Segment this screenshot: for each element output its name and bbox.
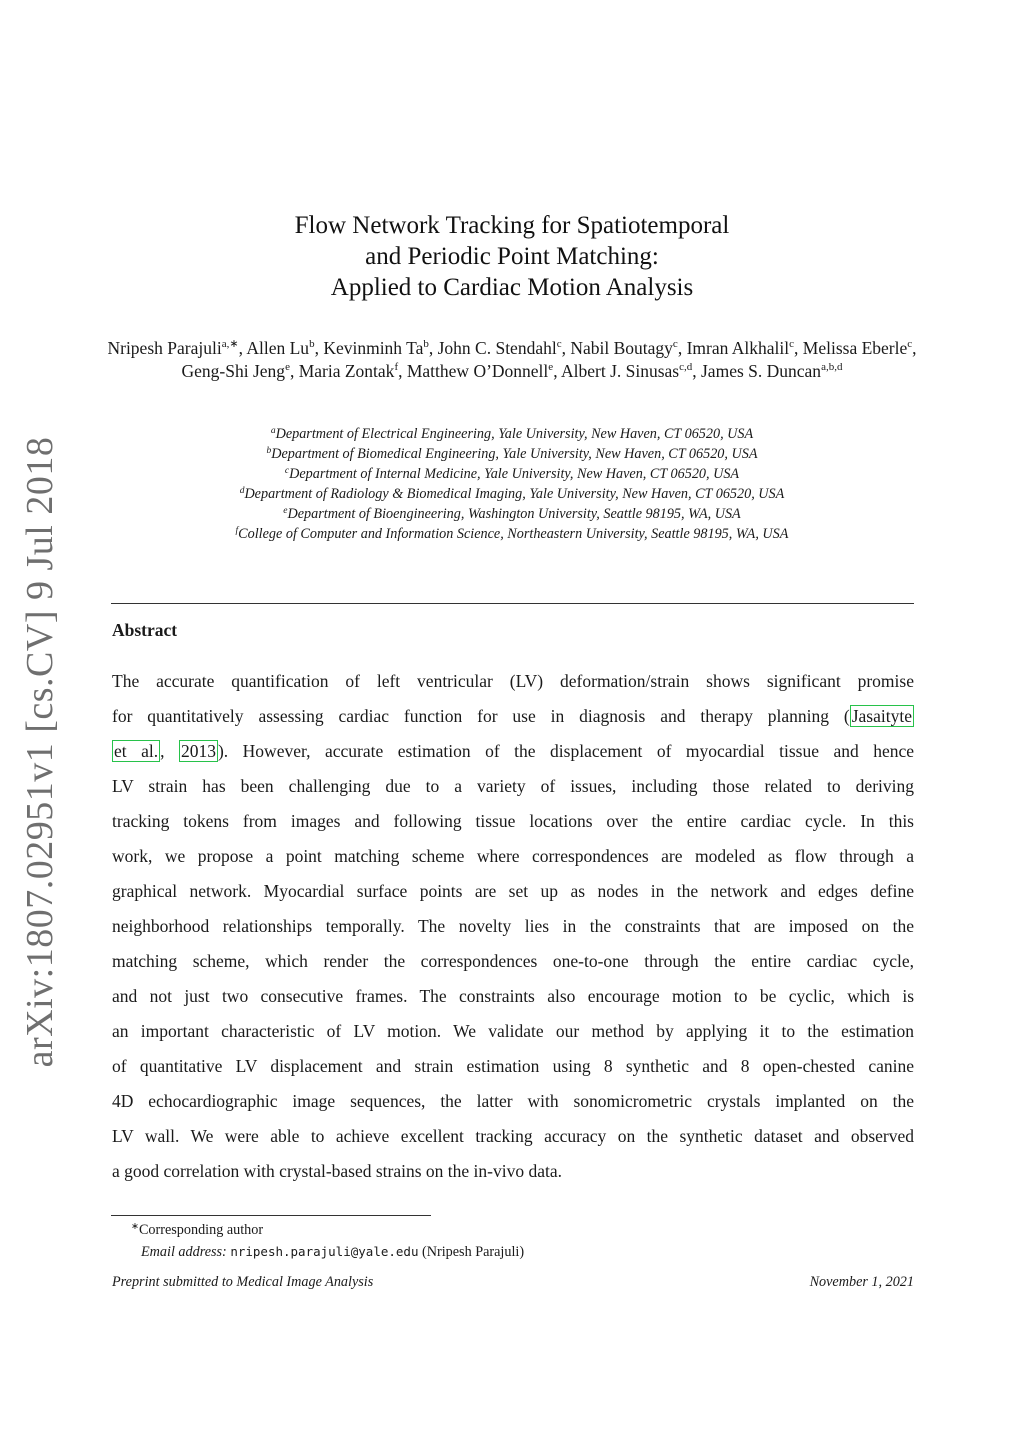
author: Imran Alkhalil$^c$,: [686, 338, 803, 358]
author: Melissa Eberle$^c$,: [802, 338, 917, 358]
affiliation: $^c$Department of Internal Medicine, Yale University, New Haven, CT 06520, USA: [284, 466, 740, 482]
author: Allen Lu$^b$,: [246, 338, 324, 358]
abstract-line: a good correlation with crystal-based strains on the in-vivo data.: [112, 1161, 563, 1181]
title-line: Flow Network Tracking for Spatiotemporal: [294, 212, 730, 239]
author: Geng-Shi Jeng$^e$,: [181, 361, 299, 381]
abstract-line: LV wall. We were able to achieve excellent tracking accuracy on the synthetic dataset and observed: [112, 1126, 914, 1146]
abstract-line: graphical network. Myocardial surface points are set up as nodes in the network and edges define: [112, 881, 914, 901]
citation-link[interactable]: et al.: [114, 741, 159, 761]
citation-link[interactable]: Jasaityte: [851, 706, 912, 726]
title-line: Applied to Cardiac Motion Analysis: [330, 274, 694, 301]
abstract-line: et al. , 2013 ). However, accurate estimation of the displacement of myocardial tissue and hence: [114, 741, 914, 761]
footnote: [131, 1220, 524, 1263]
abstract-line: matching scheme, which render the correspondences one-to-one through the entire cardiac cycle,: [112, 951, 914, 971]
citation-year-link[interactable]: 2013: [180, 741, 216, 761]
author-list: [100, 337, 924, 383]
arxiv-identifier: arXiv:1807.02951v1 [cs.CV] 9 Jul 2018: [19, 436, 61, 1068]
preprint-note: Preprint submitted to Medical Image Analysis: [112, 1274, 374, 1290]
author: John C. Stendahl$^c$,: [437, 338, 571, 358]
corresponding-note: ∗Corresponding author: [131, 1222, 264, 1238]
abstract-line: 4D echocardiographic image sequences, the latter with sonomicrometric crystals implanted on the: [112, 1091, 914, 1111]
affiliation-list: [100, 424, 924, 544]
author: Matthew O’Donnell$^e$,: [406, 361, 561, 381]
affiliation: $^b$Department of Biomedical Engineering, Yale University, New Haven, CT 06520, USA: [266, 446, 758, 462]
affiliation: $^e$Department of Bioengineering, Washington University, Seattle 98195, WA, USA: [283, 506, 741, 522]
abstract-divider: [111, 603, 914, 604]
abstract-line: tracking tokens from images and following tissue locations over the entire cardiac cycle. In this: [112, 811, 914, 831]
abstract-line: work, we propose a point matching scheme where correspondences are modeled as flow through a: [112, 846, 914, 866]
email-address[interactable]: nripesh.parajuli@yale.edu: [230, 1244, 419, 1259]
abstract-line: and not just two consecutive frames. The constraints also encourage motion to be cyclic, which is: [112, 986, 914, 1006]
abstract-line: of quantitative LV displacement and strain estimation using 8 synthetic and 8 open-chested canine: [112, 1056, 914, 1076]
footnote-divider: [111, 1215, 431, 1216]
abstract-line: for quantitatively assessing cardiac function for use in diagnosis and therapy planning ( Jasaityte: [112, 706, 912, 726]
author: Maria Zontak$^f$,: [298, 361, 407, 381]
title-line: and Periodic Point Matching:: [365, 243, 659, 270]
author: Albert J. Sinusas$^{c,d}$,: [560, 361, 701, 381]
author: Kevinminh Ta$^b$,: [323, 338, 438, 358]
abstract-line: LV strain has been challenging due to a variety of issues, including those related to deriving: [112, 776, 914, 796]
abstract-line: an important characteristic of LV motion. We validate our method by applying it to the estimation: [112, 1021, 914, 1041]
paper-title: [0, 210, 1024, 303]
author: Nabil Boutagy$^c$,: [570, 338, 687, 358]
abstract-text: [112, 664, 914, 1189]
author: James S. Duncan$^{a,b,d}$: [701, 361, 843, 381]
preprint-date: November 1, 2021: [809, 1274, 914, 1290]
abstract-line: neighborhood relationships temporally. The novelty lies in the constraints that are imposed on the: [112, 916, 914, 936]
abstract-line: The accurate quantification of left ventricular (LV) deformation/strain shows significant promise: [112, 671, 914, 691]
email-note: Email address: nripesh.parajuli@yale.edu (Nripesh Parajuli): [141, 1244, 525, 1260]
abstract-heading: Abstract: [112, 620, 178, 640]
affiliation: $^d$Department of Radiology & Biomedical Imaging, Yale University, New Haven, CT 06520, USA: [239, 486, 785, 502]
affiliation: $^f$College of Computer and Information Science, Northeastern University, Seattle 98195, WA, USA: [235, 526, 789, 542]
affiliation: $^a$Department of Electrical Engineering, Yale University, New Haven, CT 06520, USA: [270, 426, 754, 442]
author: Nripesh Parajuli$^{a,∗}$,: [107, 338, 247, 358]
